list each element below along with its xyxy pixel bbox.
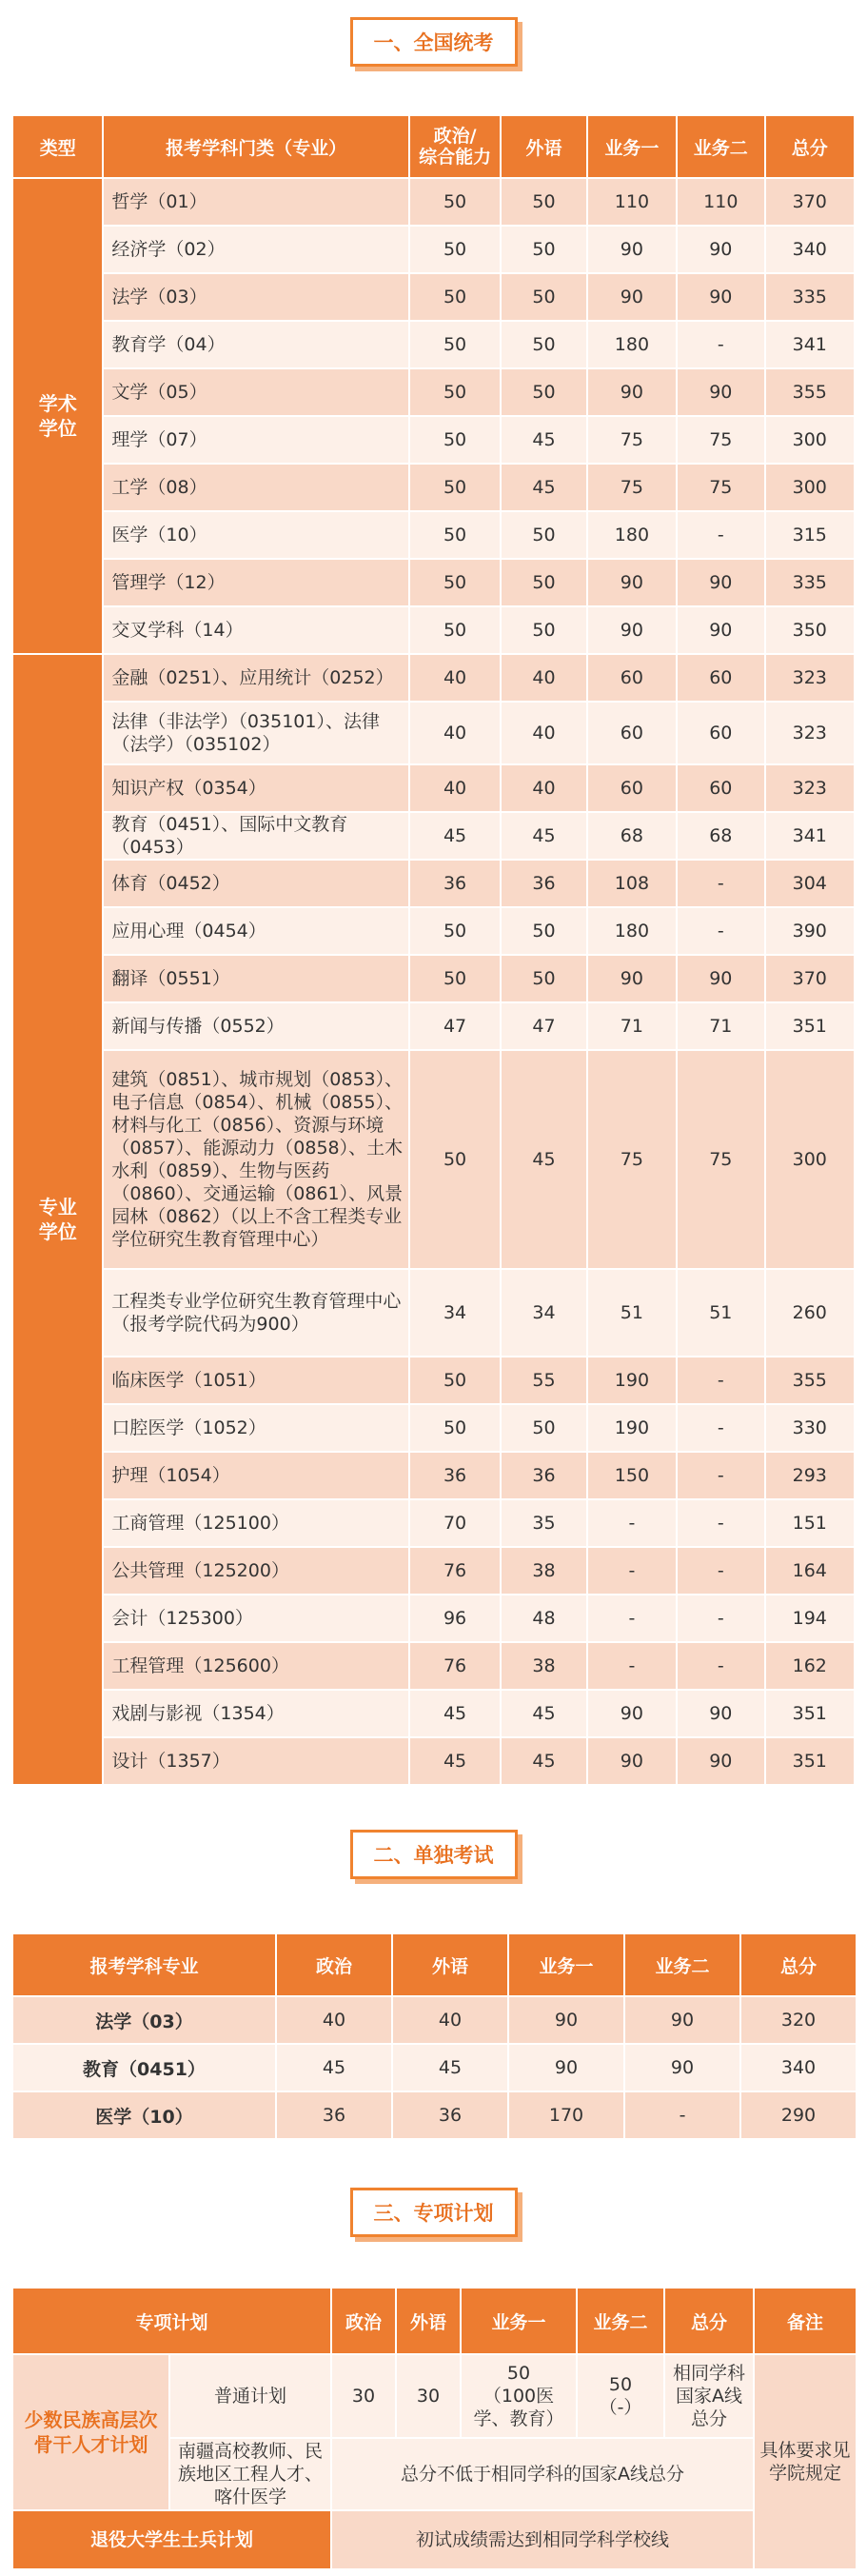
subject-cell: 建筑（0851）、城市规划（0853）、电子信息（0854）、机械（0855）、材料与化工（0856）、资源与环境（0857）、能源动力（0858）、土木水利（0859）、生物与医药（0860）、交通运输（0861）、风景园林（0862）（以上不含工程类专业学位研究生教育管理中心） <box>103 1050 408 1269</box>
subject-cell: 经济学（02） <box>103 226 408 273</box>
score-cell: 180 <box>587 321 677 368</box>
score-cell: 164 <box>765 1547 855 1595</box>
score-cell: 90 <box>587 955 677 1002</box>
score-cell: 90 <box>677 368 764 416</box>
score-cell: 162 <box>765 1642 855 1690</box>
score-cell: 293 <box>765 1452 855 1499</box>
score-cell: 40 <box>276 1996 392 2044</box>
score-cell: 90 <box>587 559 677 606</box>
score-cell: 90 <box>624 2044 740 2091</box>
subject-cell: 护理（1054） <box>103 1452 408 1499</box>
score-cell: 290 <box>740 2091 857 2139</box>
score-cell: 50 <box>409 606 501 654</box>
score-cell: 75 <box>677 464 764 511</box>
score-cell: 350 <box>765 606 855 654</box>
table-row <box>12 812 855 860</box>
independent-exam-table <box>11 1932 857 2140</box>
score-cell: 50 <box>409 1404 501 1452</box>
table-row <box>12 226 855 273</box>
table-row <box>12 1452 855 1499</box>
subject-cell: 文学（05） <box>103 368 408 416</box>
score-cell: 71 <box>677 1002 764 1050</box>
score-cell: 50 <box>501 273 586 321</box>
score-cell: 90 <box>677 1690 764 1737</box>
subject-cell: 金融（0251）、应用统计（0252） <box>103 654 408 702</box>
table-row <box>12 1642 855 1690</box>
table-row <box>12 1357 855 1404</box>
subject-cell: 工程类专业学位研究生教育管理中心（报考学院代码为900） <box>103 1269 408 1357</box>
score-cell: 90 <box>587 606 677 654</box>
score-cell: 48 <box>501 1595 586 1642</box>
regular-plan-label: 普通计划 <box>169 2354 331 2438</box>
score-cell: 340 <box>765 226 855 273</box>
score-cell: 50 <box>409 321 501 368</box>
score-cell: 36 <box>501 1452 586 1499</box>
xinjiang-plan-value: 总分不低于相同学科的国家A线总分 <box>331 2438 754 2510</box>
subject-cell: 工商管理（125100） <box>103 1499 408 1547</box>
score-cell: 45 <box>501 1690 586 1737</box>
table-row <box>12 764 855 812</box>
score-cell: 323 <box>765 764 855 812</box>
score-cell: 36 <box>276 2091 392 2139</box>
score-cell: 50 <box>501 1404 586 1452</box>
score-cell: 50 <box>409 1050 501 1269</box>
subject-cell: 公共管理（125200） <box>103 1547 408 1595</box>
score-cell: 355 <box>765 1357 855 1404</box>
header-course2: 业务二 <box>677 115 764 178</box>
section-title-national: 一、全国统考 <box>350 17 518 67</box>
score-cell: 71 <box>587 1002 677 1050</box>
score-cell: - <box>677 1547 764 1595</box>
score-cell: 51 <box>587 1269 677 1357</box>
score-cell: - <box>587 1547 677 1595</box>
score-cell: 110 <box>677 178 764 226</box>
score-cell: 40 <box>409 654 501 702</box>
header-total: 总分 <box>740 1933 857 1996</box>
score-cell: 40 <box>409 702 501 764</box>
table-row <box>12 368 855 416</box>
subject-cell: 新闻与传播（0552） <box>103 1002 408 1050</box>
score-cell: 45 <box>409 812 501 860</box>
header-course1: 业务一 <box>587 115 677 178</box>
score-cell: 180 <box>587 907 677 955</box>
score-cell: 90 <box>587 273 677 321</box>
score-cell: 335 <box>765 273 855 321</box>
score-cell: 190 <box>587 1404 677 1452</box>
table-row <box>12 1404 855 1452</box>
score-cell: 50 <box>409 511 501 559</box>
score-cell: 96 <box>409 1595 501 1642</box>
table-row <box>12 1595 855 1642</box>
score-cell: 190 <box>587 1357 677 1404</box>
score-cell: - <box>677 1595 764 1642</box>
subject-cell: 戏剧与影视（1354） <box>103 1690 408 1737</box>
header-politics: 政治/ 综合能力 <box>409 115 501 178</box>
score-cell: 45 <box>392 2044 508 2091</box>
score-cell: 90 <box>677 559 764 606</box>
subject-cell: 理学（07） <box>103 416 408 464</box>
score-cell: 108 <box>587 860 677 907</box>
score-cell: 351 <box>765 1690 855 1737</box>
subject-cell: 医学（10） <box>12 2091 276 2139</box>
header-total: 总分 <box>765 115 855 178</box>
score-cell: 90 <box>508 2044 624 2091</box>
national-score-table <box>11 114 856 1786</box>
score-cell: 50 <box>501 321 586 368</box>
score-cell: 40 <box>501 764 586 812</box>
score-cell: 50 <box>501 511 586 559</box>
subject-cell: 法律（非法学）（035101）、法律（法学）（035102） <box>103 702 408 764</box>
header-subject: 报考学科专业 <box>12 1933 276 1996</box>
score-cell: 330 <box>765 1404 855 1452</box>
score-cell: - <box>677 1357 764 1404</box>
score-cell: 34 <box>409 1269 501 1357</box>
subject-cell: 医学（10） <box>103 511 408 559</box>
score-cell: 304 <box>765 860 855 907</box>
table-row <box>12 559 855 606</box>
regular-course1: 50 （100医学、教育） <box>461 2354 577 2438</box>
header-subject: 报考学科门类（专业） <box>103 115 408 178</box>
score-cell: 36 <box>501 860 586 907</box>
header-type: 类型 <box>12 115 103 178</box>
table-row <box>12 1269 855 1357</box>
table-row <box>12 416 855 464</box>
score-cell: 75 <box>587 416 677 464</box>
score-cell: 323 <box>765 702 855 764</box>
score-cell: - <box>587 1595 677 1642</box>
score-cell: 50 <box>409 368 501 416</box>
score-cell: 70 <box>409 1499 501 1547</box>
score-cell: 351 <box>765 1002 855 1050</box>
subject-cell: 体育（0452） <box>103 860 408 907</box>
score-cell: 50 <box>409 907 501 955</box>
table-row <box>12 464 855 511</box>
score-cell: 50 <box>501 559 586 606</box>
score-cell: 90 <box>587 368 677 416</box>
score-cell: 150 <box>587 1452 677 1499</box>
score-cell: 55 <box>501 1357 586 1404</box>
group-professional: 专业 学位 <box>12 654 103 1785</box>
score-cell: - <box>677 907 764 955</box>
table-row <box>12 907 855 955</box>
score-cell: 50 <box>501 606 586 654</box>
score-cell: 45 <box>409 1690 501 1737</box>
score-cell: - <box>587 1642 677 1690</box>
group-academic: 学术 学位 <box>12 178 103 654</box>
score-cell: 50 <box>501 226 586 273</box>
score-cell: 60 <box>677 654 764 702</box>
score-cell: 75 <box>677 1050 764 1269</box>
score-cell: 34 <box>501 1269 586 1357</box>
score-cell: 35 <box>501 1499 586 1547</box>
table-row <box>12 1547 855 1595</box>
regular-politics: 30 <box>331 2354 396 2438</box>
score-cell: 194 <box>765 1595 855 1642</box>
score-cell: - <box>677 321 764 368</box>
score-cell: 60 <box>587 654 677 702</box>
table-row <box>12 1996 857 2044</box>
header-course2: 业务二 <box>577 2288 664 2354</box>
score-cell: 75 <box>587 464 677 511</box>
score-cell: 45 <box>501 1050 586 1269</box>
score-cell: - <box>677 1499 764 1547</box>
score-cell: 300 <box>765 416 855 464</box>
header-course1: 业务一 <box>461 2288 577 2354</box>
score-cell: - <box>677 511 764 559</box>
score-cell: 341 <box>765 321 855 368</box>
header-total: 总分 <box>664 2288 754 2354</box>
veteran-plan-value: 初试成绩需达到相同学科学校线 <box>331 2510 754 2569</box>
subject-cell: 哲学（01） <box>103 178 408 226</box>
score-cell: 60 <box>677 702 764 764</box>
score-cell: 40 <box>409 764 501 812</box>
score-cell: 76 <box>409 1642 501 1690</box>
score-cell: 75 <box>677 416 764 464</box>
score-cell: 341 <box>765 812 855 860</box>
subject-cell: 法学（03） <box>103 273 408 321</box>
header-course2: 业务二 <box>624 1933 740 1996</box>
subject-cell: 交叉学科（14） <box>103 606 408 654</box>
score-cell: 355 <box>765 368 855 416</box>
score-cell: 60 <box>677 764 764 812</box>
subject-cell: 口腔医学（1052） <box>103 1404 408 1452</box>
score-cell: 320 <box>740 1996 857 2044</box>
table-row <box>12 2091 857 2139</box>
score-cell: 180 <box>587 511 677 559</box>
score-cell: 340 <box>740 2044 857 2091</box>
score-cell: 38 <box>501 1547 586 1595</box>
score-cell: 260 <box>765 1269 855 1357</box>
score-cell: 45 <box>276 2044 392 2091</box>
score-cell: 335 <box>765 559 855 606</box>
header-course1: 业务一 <box>508 1933 624 1996</box>
score-cell: 45 <box>501 1737 586 1785</box>
score-cell: 50 <box>501 178 586 226</box>
subject-cell: 设计（1357） <box>103 1737 408 1785</box>
subject-cell: 工程管理（125600） <box>103 1642 408 1690</box>
score-cell: 47 <box>409 1002 501 1050</box>
table-row <box>12 1737 855 1785</box>
subject-cell: 法学（03） <box>12 1996 276 2044</box>
header-language: 外语 <box>396 2288 461 2354</box>
score-cell: 90 <box>677 606 764 654</box>
score-cell: 40 <box>501 654 586 702</box>
remark-cell: 具体要求见学院规定 <box>754 2354 857 2569</box>
score-cell: 60 <box>587 702 677 764</box>
score-cell: 50 <box>409 1357 501 1404</box>
score-cell: 50 <box>409 559 501 606</box>
score-cell: 50 <box>501 907 586 955</box>
score-cell: 68 <box>677 812 764 860</box>
score-cell: 36 <box>409 860 501 907</box>
score-cell: 90 <box>677 273 764 321</box>
score-cell: 90 <box>677 1737 764 1785</box>
score-cell: 151 <box>765 1499 855 1547</box>
table-row <box>12 1499 855 1547</box>
table-header-row <box>12 115 855 178</box>
score-cell: 40 <box>501 702 586 764</box>
subject-cell: 管理学（12） <box>103 559 408 606</box>
subject-cell: 教育（0451） <box>12 2044 276 2091</box>
score-cell: 60 <box>587 764 677 812</box>
score-cell: 370 <box>765 955 855 1002</box>
subject-cell: 知识产权（0354） <box>103 764 408 812</box>
subject-cell: 教育学（04） <box>103 321 408 368</box>
subject-cell: 会计（125300） <box>103 1595 408 1642</box>
score-cell: 90 <box>587 226 677 273</box>
table-row <box>12 1050 855 1269</box>
regular-course2: 50 （-） <box>577 2354 664 2438</box>
table-row <box>12 955 855 1002</box>
score-cell: 50 <box>409 464 501 511</box>
score-cell: 315 <box>765 511 855 559</box>
score-cell: 40 <box>392 1996 508 2044</box>
header-language: 外语 <box>501 115 586 178</box>
table-row <box>12 606 855 654</box>
score-cell: 110 <box>587 178 677 226</box>
table-row <box>12 860 855 907</box>
score-cell: 50 <box>409 273 501 321</box>
score-cell: - <box>587 1499 677 1547</box>
subject-cell: 教育（0451）、国际中文教育（0453） <box>103 812 408 860</box>
score-cell: - <box>677 1404 764 1452</box>
score-cell: 45 <box>501 416 586 464</box>
score-cell: 370 <box>765 178 855 226</box>
subject-cell: 临床医学（1051） <box>103 1357 408 1404</box>
subject-cell: 应用心理（0454） <box>103 907 408 955</box>
table-row <box>12 1002 855 1050</box>
table-row <box>12 321 855 368</box>
table-row <box>12 178 855 226</box>
score-cell: 50 <box>409 226 501 273</box>
subject-cell: 工学（08） <box>103 464 408 511</box>
special-plan-table <box>11 2287 857 2570</box>
section-title-special: 三、专项计划 <box>350 2188 518 2237</box>
header-language: 外语 <box>392 1933 508 1996</box>
score-cell: - <box>677 1452 764 1499</box>
score-cell: 76 <box>409 1547 501 1595</box>
score-cell: 351 <box>765 1737 855 1785</box>
header-politics: 政治 <box>276 1933 392 1996</box>
header-remark: 备注 <box>754 2288 857 2354</box>
score-cell: 90 <box>677 955 764 1002</box>
score-cell: 170 <box>508 2091 624 2139</box>
xinjiang-plan-label: 南疆高校教师、民族地区工程人才、喀什医学 <box>169 2438 331 2510</box>
score-cell: 50 <box>409 178 501 226</box>
table-row <box>12 511 855 559</box>
score-cell: 90 <box>624 1996 740 2044</box>
table-row <box>12 654 855 702</box>
score-cell: 323 <box>765 654 855 702</box>
score-cell: 90 <box>508 1996 624 2044</box>
score-cell: 75 <box>587 1050 677 1269</box>
header-politics: 政治 <box>331 2288 396 2354</box>
score-cell: 90 <box>587 1690 677 1737</box>
regular-total: 相同学科国家A线总分 <box>664 2354 754 2438</box>
score-cell: - <box>677 860 764 907</box>
subject-cell: 翻译（0551） <box>103 955 408 1002</box>
score-cell: 36 <box>409 1452 501 1499</box>
score-cell: 47 <box>501 1002 586 1050</box>
table-row <box>12 273 855 321</box>
table-row <box>12 2044 857 2091</box>
score-cell: 300 <box>765 464 855 511</box>
score-cell: 36 <box>392 2091 508 2139</box>
score-cell: 300 <box>765 1050 855 1269</box>
score-cell: 390 <box>765 907 855 955</box>
score-cell: 45 <box>501 812 586 860</box>
table-row <box>12 1690 855 1737</box>
veteran-plan-label: 退役大学生士兵计划 <box>12 2510 331 2569</box>
regular-language: 30 <box>396 2354 461 2438</box>
table-row <box>12 702 855 764</box>
score-cell: 51 <box>677 1269 764 1357</box>
score-cell: - <box>677 1642 764 1690</box>
section-title-independent: 二、单独考试 <box>350 1830 518 1879</box>
score-cell: 50 <box>409 416 501 464</box>
score-cell: 90 <box>587 1737 677 1785</box>
score-cell: - <box>624 2091 740 2139</box>
minority-plan-label: 少数民族高层次骨干人才计划 <box>12 2354 169 2510</box>
score-cell: 50 <box>501 955 586 1002</box>
score-cell: 90 <box>677 226 764 273</box>
score-cell: 45 <box>409 1737 501 1785</box>
score-cell: 50 <box>501 368 586 416</box>
score-cell: 45 <box>501 464 586 511</box>
score-cell: 50 <box>409 955 501 1002</box>
score-cell: 38 <box>501 1642 586 1690</box>
score-cell: 68 <box>587 812 677 860</box>
header-plan: 专项计划 <box>12 2288 331 2354</box>
